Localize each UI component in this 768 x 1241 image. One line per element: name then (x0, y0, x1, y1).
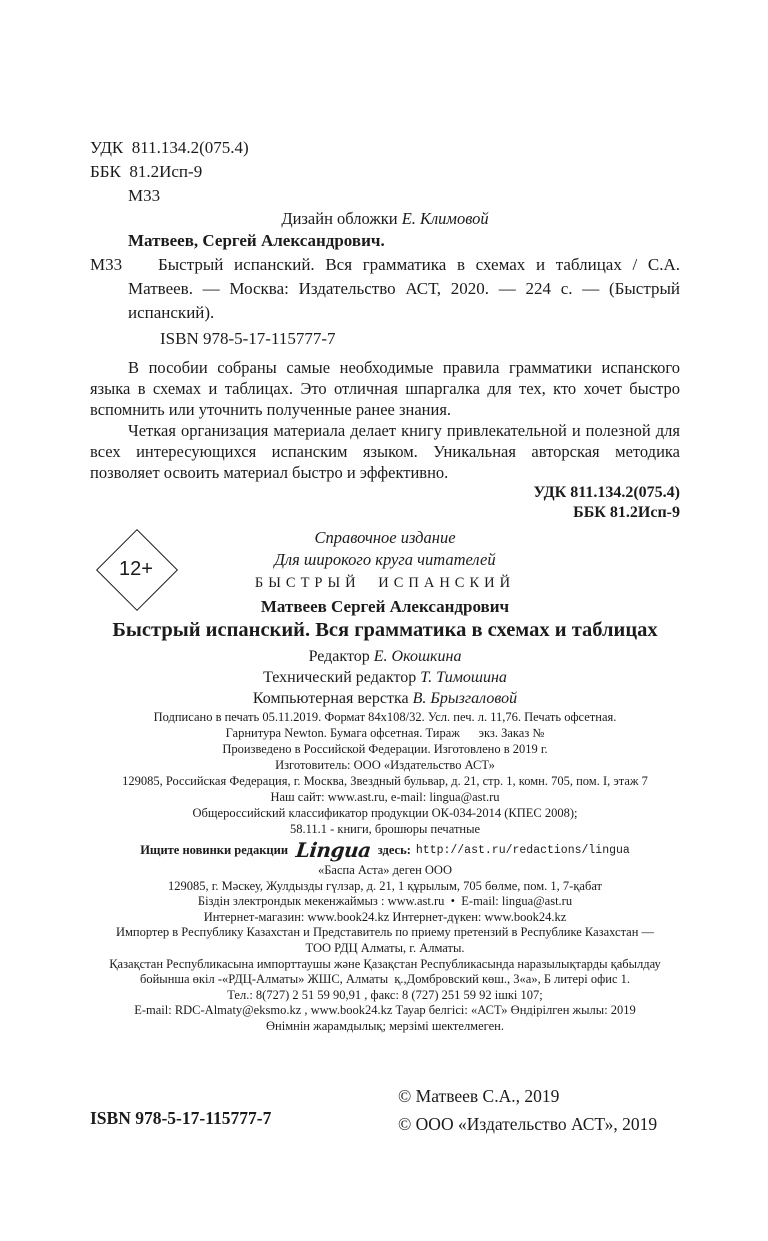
kazakh-line: Импортер в Республику Казахстан и Представитель по приему претензий в Республике Казахстан — (115, 925, 655, 940)
edition-audience: Для широкого круга читателей (274, 550, 496, 569)
editor-name: Е. Окошкина (373, 648, 462, 665)
manufacturer-line: 58.11.1 - книги, брошюры печатные (289, 822, 481, 836)
kazakh-line: 129085, г. Мәскеу, Жулдызды гүлзар, д. 21, 1 құрылым, 705 бөлме, пом. 1, 7-қабат (167, 878, 603, 893)
page-content (90, 0, 680, 1035)
manufacturer-line: Наш сайт: www.ast.ru, e-mail: lingua@ast.ru (270, 790, 500, 804)
cover-design-label: Дизайн обложки (281, 209, 398, 228)
age-rating-badge (94, 527, 178, 611)
print-info-line: Гарнитура Newton. Бумага офсетная. Тираж экз. Заказ № (225, 726, 545, 740)
isbn-entry: ISBN 978-5-17-115777-7 (160, 329, 336, 348)
lingua-url: http://ast.ru/redactions/lingua (415, 843, 630, 857)
bbk-right-line: ББК 81.2Исп-9 (573, 504, 680, 521)
layout-name: В. Брызгаловой (412, 690, 518, 707)
page-footer (90, 1082, 680, 1142)
manufacturer-line: Изготовитель: ООО «Издательство АСТ» (275, 758, 495, 772)
udk-right-line: УДК 811.134.2(075.4) (533, 484, 680, 501)
kazakhstan-distributor-info (90, 863, 680, 1035)
kazakh-line: Интернет-магазин: www.book24.kz Интернет-дүкен: www.book24.kz (203, 909, 567, 924)
print-info-line: Подписано в печать 05.11.2019. Формат 84х108/32. Усл. печ. л. 11,76. Печать офсетная. (153, 710, 617, 724)
lingua-middle: здесь: (377, 842, 411, 857)
kazakh-line: Біздін злектрондык мекенжаймыз : www.ast.ru • E-mail: lingua@ast.ru (197, 894, 573, 909)
staff-credits (90, 646, 680, 709)
kazakh-line: «Баспа Аста» деген ООО (317, 863, 452, 877)
copyright-block (398, 1082, 680, 1138)
cover-design-line (90, 208, 680, 229)
bibliographic-entry (90, 253, 680, 325)
editor-role: Редактор (308, 648, 370, 665)
bib-entry-code: М33 (90, 255, 123, 274)
udk-top-line: УДК 811.134.2(075.4) (90, 138, 249, 157)
tech-editor-name: Т. Тимошина (420, 669, 507, 686)
author-heading: Матвеев, Сергей Александрович. (128, 231, 385, 250)
author-sign-code: М33 (128, 186, 161, 205)
edition-author: Матвеев Сергей Александрович (260, 597, 510, 616)
layout-role: Компьютерная верстка (252, 690, 409, 707)
kazakh-line: E-mail: RDC-Almaty@eksmo.kz , www.book24.kz Тауар белгісі: «АСТ» Өндірілген жылы: 2019 (134, 1003, 636, 1018)
kazakh-line: Өнімнін жарамдылық; мерзімі шектелмеген. (266, 1018, 504, 1033)
bbk-top-line: ББК 81.2Исп-9 (90, 162, 203, 181)
lingua-promo-line (90, 839, 680, 861)
kazakh-line: бойынша өкіл -«РДЦ-Алматы» ЖШС, Алматы қ.,Домбровский көш., 3«а», Б литері офис 1. (140, 972, 630, 987)
age-rating-label: 12+ (119, 557, 153, 580)
bib-entry-text: Быстрый испанский. Вся грамматика в схемах и таблицах / С.А. Матвеев. — Москва: Издательство АСТ, 2020. — 224 с. — (Быстрый испанский). (128, 255, 680, 322)
series-title: БЫСТРЫЙ ИСПАНСКИЙ (254, 575, 516, 591)
lingua-prefix: Ищите новинки редакции (140, 842, 289, 857)
kazakh-line: Қазақстан Республикасына импорттаушы және Қазақстан Республикасында наразылықтарды қабылдау (109, 956, 661, 971)
copyright-publisher: © ООО «Издательство АСТ», 2019 (398, 1114, 658, 1134)
manufacturer-line: Общероссийский классификатор продукции ОК-034-2014 (КПЕС 2008); (192, 806, 578, 820)
annotation-paragraph-2: Четкая организация материала делает книгу привлекательной и полезной для всех интересующихся испанским языком. Уникальная авторская методика позволяет освоить материал быстро и эффективно. (90, 421, 680, 482)
tech-editor-line (90, 667, 680, 688)
isbn-footer: ISBN 978-5-17-115777-7 (90, 1108, 272, 1128)
manufacturer-line: 129085, Российская Федерация, г. Москва, Звездный бульвар, д. 21, стр. 1, комн. 705, пом. I, этаж 7 (122, 774, 648, 788)
editor-line (90, 646, 680, 667)
print-info (90, 709, 680, 757)
layout-line (90, 688, 680, 709)
manufacturer-info (90, 757, 680, 837)
book-title: Быстрый испанский. Вся грамматика в схемах и таблицах (112, 619, 658, 641)
kazakh-line: ТОО РДЦ Алматы, г. Алматы. (305, 940, 465, 955)
edition-kind: Справочное издание (314, 528, 456, 547)
copyright-author: © Матвеев С.А., 2019 (398, 1086, 560, 1106)
kazakh-line: Тел.: 8(727) 2 51 59 90,91 , факс: 8 (727) 251 59 92 ішкі 107; (227, 987, 543, 1002)
print-info-line: Произведено в Российской Федерации. Изготовлено в 2019 г. (222, 742, 548, 756)
tech-editor-role: Технический редактор (263, 669, 417, 686)
lingua-logo: Lingua (294, 838, 372, 862)
cover-designer-name: Е. Климовой (401, 209, 489, 228)
annotation-paragraph-1: В пособии собраны самые необходимые правила грамматики испанского языка в схемах и таблицах. Это отличная шпаргалка для тех, кто хочет быстро вспомнить или уточнить полученные ранее знания. (90, 358, 680, 419)
